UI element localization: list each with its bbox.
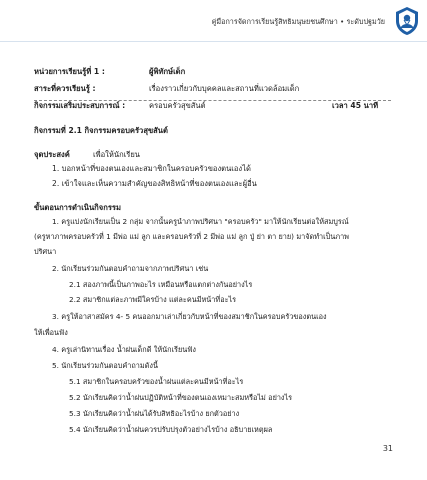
procedure-line: 4. ครูเล่านิทานเรื่อง น้ำฝนเด็กดี ให้นักเรียนฟัง — [52, 345, 196, 354]
objective-item: 2. เข้าใจและเห็นความสำคัญของสิทธิหน้าที่ของตนเองและผู้อื่น — [52, 179, 257, 188]
procedure-subline: 5.3 นักเรียนคิดว่าน้ำฝนได้รับสิทธิอะไรบ้าง ยกตัวอย่าง — [69, 409, 240, 418]
objectives-lead: เพื่อให้นักเรียน — [93, 150, 140, 159]
page-header — [0, 0, 427, 42]
page-number: 31 — [382, 444, 393, 453]
procedure-heading: ขั้นตอนการดำเนินกิจกรรม — [34, 203, 121, 212]
procedure-line: 3. ครูให้อาสาสมัคร 4- 5 คนออกมาเล่าเกี่ยวกับหน้าที่ของสมาชิกในครอบครัวของตนเอง — [52, 312, 327, 321]
objectives-label: จุดประสงค์ — [34, 150, 70, 159]
procedure-subline: 5.4 นักเรียนคิดว่าน้ำฝนควรปรับปรุงตัวอย่างไรบ้าง อธิบายเหตุผล — [69, 425, 273, 434]
procedure-line: ให้เพื่อนฟัง — [34, 328, 68, 337]
procedure-line: 5. นักเรียนร่วมกันตอบคำถามดังนี้ — [52, 361, 158, 370]
unit-value: ผู้พิทักษ์เด็ก — [149, 67, 186, 76]
objective-item: 1. บอกหน้าที่ของตนเองและสมาชิกในครอบครัวของตนเองได้ — [52, 164, 251, 173]
unit-label: หน่วยการเรียนรู้ที่ 1 : — [34, 67, 105, 76]
header-title: คู่มือการจัดการเรียนรู้สิทธิมนุษยชนศึกษา • ระดับปฐมวัย — [211, 17, 385, 26]
procedure-line: ปริศนา — [34, 247, 57, 256]
procedure-line: (ครูหาภาพครอบครัวที่ 1 มีพ่อ แม่ ลูก และครอบครัวที่ 2 มีพ่อ แม่ ลูก ปู่ ย่า ตา ยาย) มาจัดทำเป็นภาพ — [34, 232, 349, 241]
activity-label: กิจกรรมเสริมประสบการณ์ : — [34, 101, 126, 110]
time-value: เวลา 45 นาที — [332, 101, 379, 110]
activity-heading: กิจกรรมที่ 2.1 กิจกรรมครอบครัวสุขสันต์ — [34, 126, 168, 135]
procedure-subline: 2.2 สมาชิกแต่ละภาพมีใครบ้าง แต่ละคนมีหน้าที่อะไร — [69, 295, 237, 304]
procedure-subline: 5.1 สมาชิกในครอบครัวของน้ำฝนแต่ละคนมีหน้าที่อะไร — [69, 377, 244, 386]
emblem-logo-icon — [393, 6, 421, 36]
procedure-line: 2. นักเรียนร่วมกันตอบคำถามจากภาพปริศนา เช่น — [52, 264, 209, 273]
topic-value: เรื่องราวเกี่ยวกับบุคคลและสถานที่แวดล้อมเด็ก — [149, 84, 300, 93]
procedure-line: 1. ครูแบ่งนักเรียนเป็น 2 กลุ่ม จากนั้นครูนำภาพปริศนา "ครอบครัว" มาให้นักเรียนต่อให้สมบูรณ์ — [52, 217, 349, 226]
activity-value: ครอบครัวสุขสันต์ — [149, 101, 206, 110]
procedure-subline: 5.2 นักเรียนคิดว่าน้ำฝนปฏิบัติหน้าที่ของตนเองเหมาะสมหรือไม่ อย่างไร — [69, 393, 293, 402]
topic-label: สาระที่ควรเรียนรู้ : — [34, 84, 96, 93]
procedure-subline: 2.1 สองภาพนี้เป็นภาพอะไร เหมือนหรือแตกต่างกันอย่างไร — [69, 280, 253, 289]
header-divider — [0, 41, 427, 42]
